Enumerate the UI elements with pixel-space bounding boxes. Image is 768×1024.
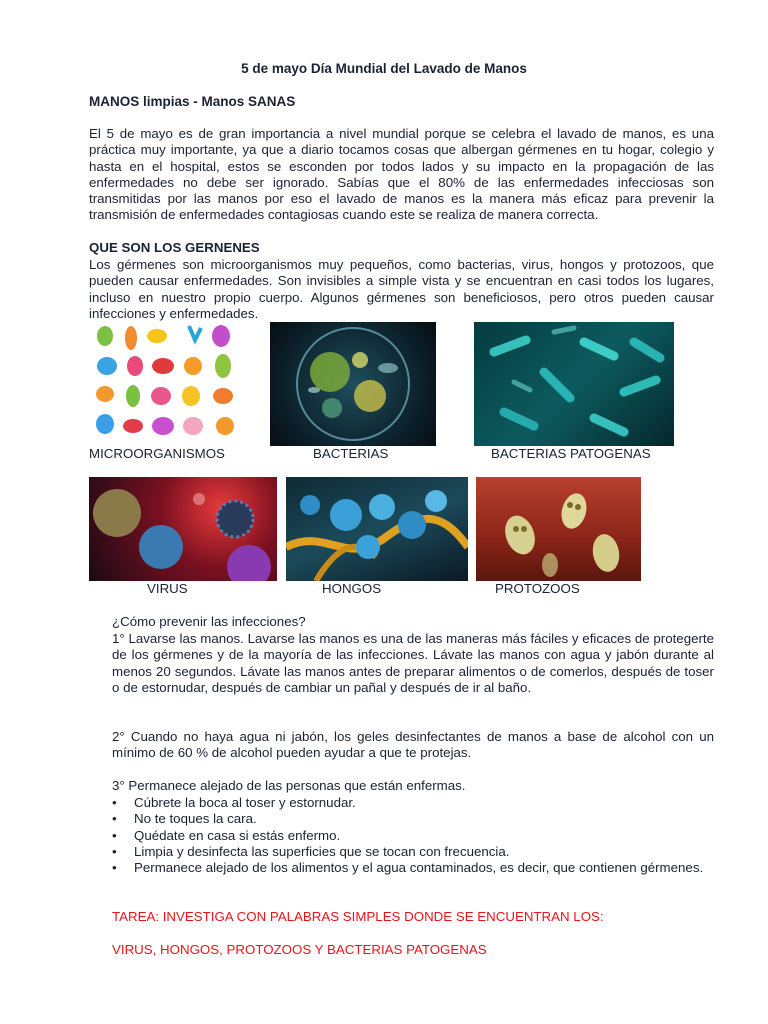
- bacteria-petri-image: [270, 322, 436, 446]
- protozoa-image: [476, 477, 641, 581]
- germs-paragraph: Los gérmenes son microorganismos muy pequeños, como bacterias, virus, hongos y protozoos, que pueden causar enfermedades. Son invisibles a simple vista y se encuentran en casi todos los lugares, incluso en nuestro propio cuerpo. Algunos gérmenes son beneficiosos, pero otros pueden causar infecciones y enfermedades.: [89, 257, 714, 321]
- homework-line-2: VIRUS, HONGOS, PROTOZOOS Y BACTERIAS PATOGENAS: [112, 942, 487, 957]
- bullet-icon: •: [112, 811, 117, 827]
- step-3-text: 3° Permanece alejado de las personas que están enfermas.: [112, 778, 466, 793]
- page-subtitle: MANOS limpias - Manos SANAS: [89, 94, 296, 109]
- fungi-image: [286, 477, 468, 581]
- bullet-icon: •: [112, 827, 117, 843]
- page-title: 5 de mayo Día Mundial del Lavado de Manos: [241, 61, 527, 76]
- bullet-icon: •: [112, 795, 117, 810]
- germs-heading: QUE SON LOS GERNENES: [89, 240, 260, 255]
- microorganisms-image: [89, 322, 249, 442]
- prevent-question: ¿Cómo prevenir las infecciones?: [112, 614, 306, 629]
- caption-fungi: HONGOS: [322, 581, 382, 596]
- prevention-bullet-list: [112, 795, 714, 876]
- caption-microorganisms: MICROORGANISMOS: [89, 446, 225, 461]
- bullet-icon: •: [112, 860, 117, 876]
- list-item: • Cúbrete la boca al toser y estornudar.: [112, 795, 356, 810]
- step-1-paragraph: 1° Lavarse las manos. Lavarse las manos es una de las maneras más fáciles y eficaces de protegerte de los gérmenes y de la mayoría de las infecciones. Lávate las manos con agua y jabón durante al menos 20 segundos. Lávate las manos antes de preparar alimentos o de comerlos, después de toser o de estornudar, después de cambiar un pañal y después de ir al baño.: [112, 631, 714, 695]
- list-item: • Permanece alejado de los alimentos y el agua contaminados, es decir, que contienen gérmenes.: [112, 860, 704, 876]
- caption-bacteria: BACTERIAS: [313, 446, 389, 461]
- homework-line-1: TAREA: INVESTIGA CON PALABRAS SIMPLES DONDE SE ENCUENTRAN LOS:: [112, 909, 604, 924]
- caption-virus: VIRUS: [147, 581, 188, 596]
- list-item: • Quédate en casa si estás enfermo.: [112, 827, 341, 843]
- intro-paragraph: El 5 de mayo es de gran importancia a nivel mundial porque se celebra el lavado de manos, es una práctica muy importante, ya que a diario tocamos cosas que albergan gérmenes en tu hogar, colegio y hasta en el hospital, estos se esconden por todos lados y su impacto en la propagación de las enfermedades no debe ser ignorado. Sabías que el 80% de las enfermedades infecciosas son transmitidas por las manos por eso el lavado de manos es la manera más eficaz para prevenir la transmisión de enfermedades contagiosas cuando este se realiza de manera correcta.: [89, 126, 714, 223]
- bullet-icon: •: [112, 843, 117, 859]
- caption-pathogenic-bacteria: BACTERIAS PATOGENAS: [491, 446, 651, 461]
- virus-image: [89, 477, 277, 581]
- step-2-paragraph: 2° Cuando no haya agua ni jabón, los geles desinfectantes de manos a base de alcohol con un mínimo de 60 % de alcohol pueden ayudar a que te protejas.: [112, 729, 714, 761]
- pathogenic-bacteria-image: [474, 322, 674, 446]
- caption-protozoa: PROTOZOOS: [495, 581, 580, 596]
- list-item: • No te toques la cara.: [112, 811, 257, 827]
- list-item: • Limpia y desinfecta las superficies que se tocan con frecuencia.: [112, 843, 510, 859]
